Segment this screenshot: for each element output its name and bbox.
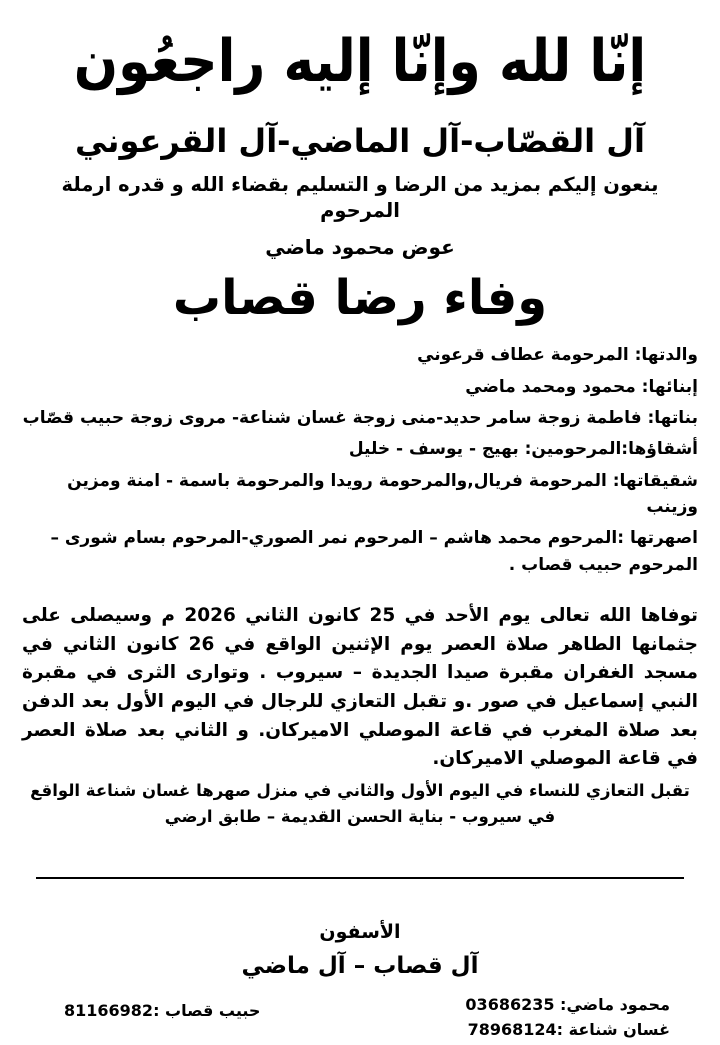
deceased-name: وفاء رضا قصاب <box>172 270 548 327</box>
contact-habib-qassab: حبيب قصاب :81166982 <box>64 1000 261 1020</box>
funeral-details-paragraph: توفاها الله تعالى يوم الأحد في 25 كانون الثاني 2026 م وسيصلى على جثمانها الطاهر صلاة العصر يوم الإثنين الواقع في 26 كانون الثاني في مسجد الغفران مقبرة صيدا الجديدة – سيروب . وتوارى الثرى في مقبرة النبي إسماعيل في صور .و تقبل التعازي للرجال في اليوم الأول بعد الدفن بعد صلاة المغرب في قاعة الموصلي الاميركان. و الثاني بعد صلاة العصر في قاعة الموصلي الاميركان. <box>22 605 698 770</box>
contacts-left-column <box>64 993 260 1026</box>
relatives-list <box>22 342 698 578</box>
announcement-line: ينعون إليكم بمزيد من الرضا و التسليم بقضاء الله و قدره ارملة المرحوم <box>61 173 659 222</box>
relative-line-sisters: شقيقاتها: المرحومة فريال,والمرحومة رويدا والمرحومة باسمة - امنة ومزين وزينب <box>67 470 698 517</box>
contact-mahmoud-madi: محمود ماضي: 03686235 <box>465 994 670 1014</box>
relative-line-inlaws: اصهرتها :المرحوم محمد هاشم – المرحوم نمر الصوري-المرحوم بسام شورى – المرحوم حبيب قصاب . <box>50 528 698 575</box>
contacts-row <box>22 993 698 1045</box>
families-heading: آل القصّاب-آل الماضي-آل القرعوني <box>75 122 645 160</box>
mourners-label: الأسفون <box>319 920 401 943</box>
late-husband-name: عوض محمود ماضي <box>265 235 455 260</box>
women-condolences-paragraph: تقبل التعازي للنساء في اليوم الأول والثاني في منزل صهرها غسان شناعة الواقع في سيروب - بناية الحسن القديمة – طابق ارضي <box>30 781 690 827</box>
signature-divider <box>36 877 684 879</box>
relative-line-brothers: أشقاؤها:المرحومين: بهيج - يوسف - خليل <box>348 439 698 460</box>
mourners-families: آل قصاب – آل ماضي <box>241 952 479 979</box>
relative-line-daughters: بناتها: فاطمة زوجة سامر حديد-منى زوجة غسان شناعة- مروى زوجة حبيب قصّاب <box>22 407 698 428</box>
contact-ghassan-shanaa: غسان شناعة :78968124 <box>467 1019 670 1039</box>
relative-line-mother: والدتها: المرحومة عطاف قرعوني <box>417 345 698 366</box>
relative-line-sons: إبنائها: محمود ومحمد ماضي <box>465 376 698 397</box>
contacts-right-column <box>465 993 670 1045</box>
inna-lillah-calligraphy: إنّا لله وإنّا إليه راجعُون <box>73 28 647 96</box>
